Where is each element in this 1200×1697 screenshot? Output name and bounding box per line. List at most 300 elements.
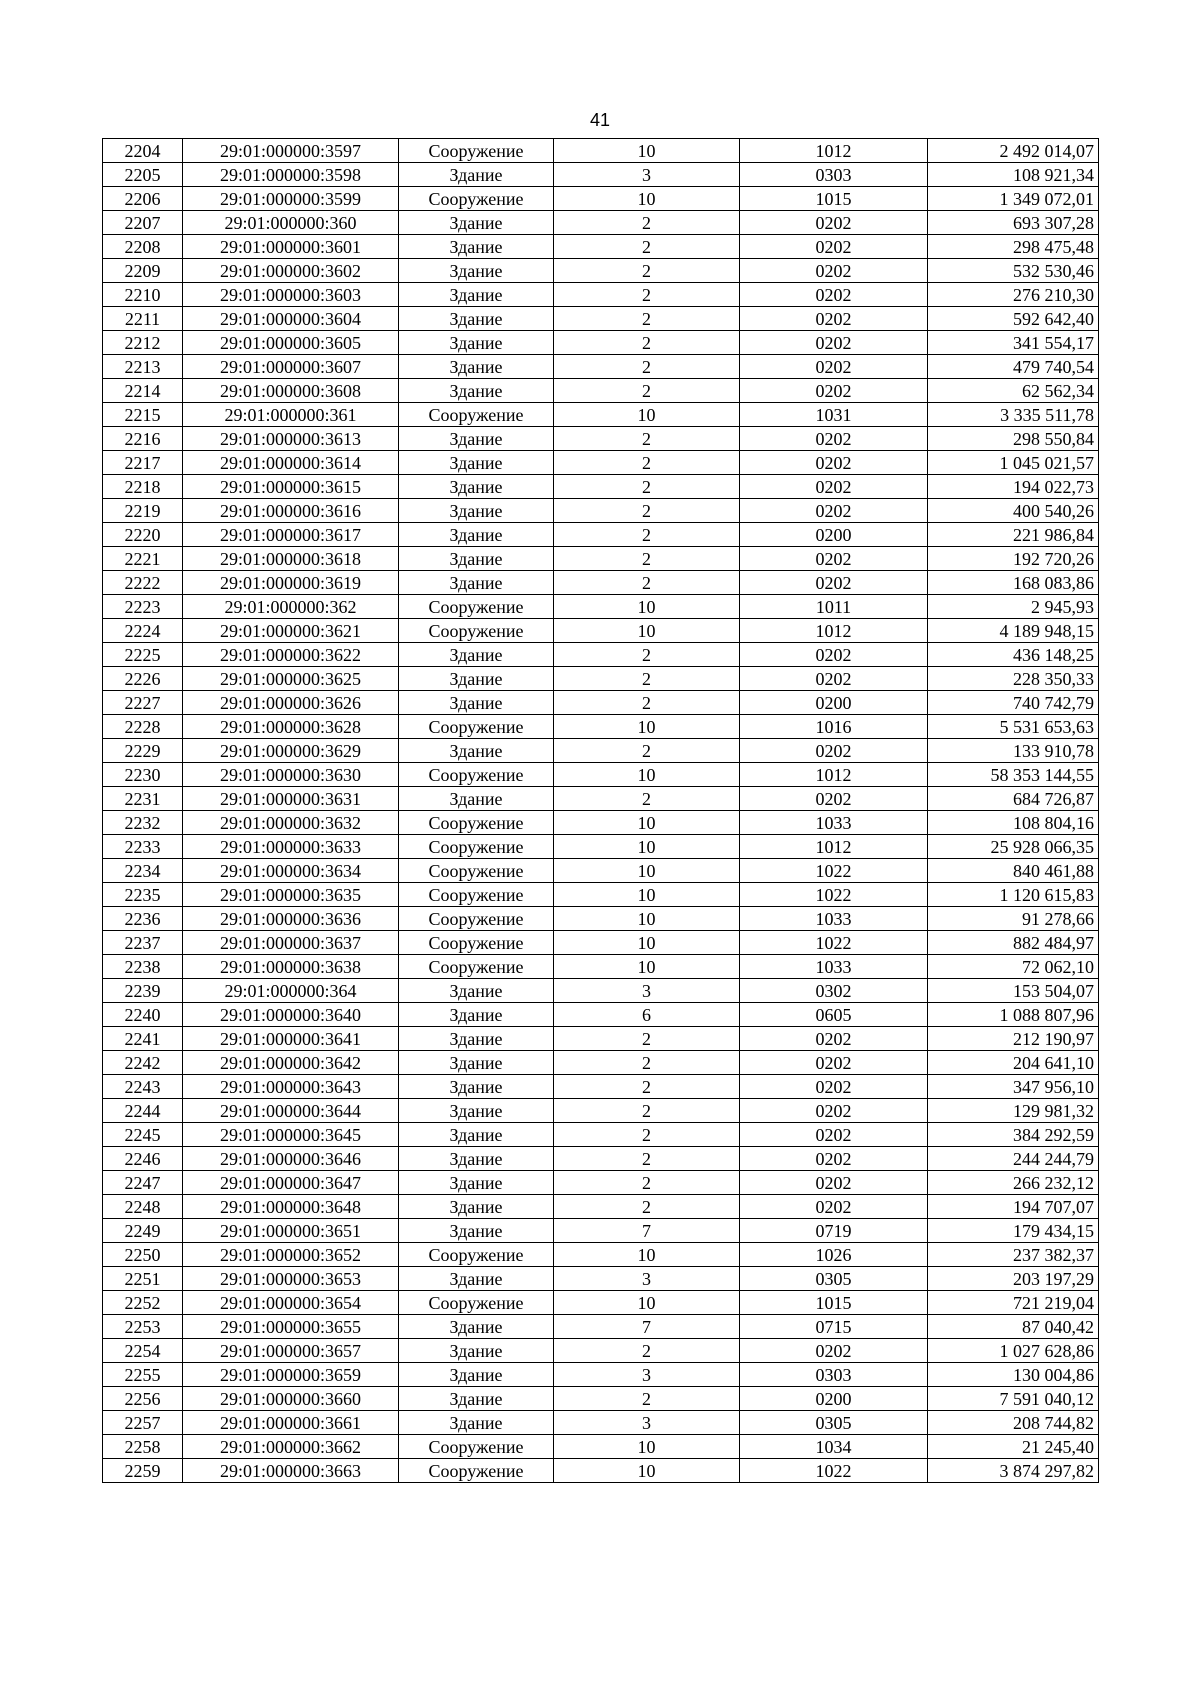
row-number-cell: 2243 (103, 1075, 183, 1099)
group-cell: 10 (554, 187, 740, 211)
object-type-cell: Сооружение (399, 187, 554, 211)
row-number-cell: 2239 (103, 979, 183, 1003)
object-type-cell: Сооружение (399, 1243, 554, 1267)
object-type-cell: Здание (399, 1315, 554, 1339)
group-cell: 10 (554, 139, 740, 163)
code-cell: 0200 (740, 691, 928, 715)
code-cell: 0202 (740, 355, 928, 379)
object-type-cell: Здание (399, 331, 554, 355)
object-type-cell: Здание (399, 1363, 554, 1387)
table-row (103, 691, 1099, 715)
object-type-cell: Здание (399, 547, 554, 571)
table-row (103, 835, 1099, 859)
table-row (103, 355, 1099, 379)
code-cell: 1022 (740, 931, 928, 955)
row-number-cell: 2225 (103, 643, 183, 667)
value-cell: 153 504,07 (928, 979, 1099, 1003)
table-row (103, 1387, 1099, 1411)
code-cell: 1033 (740, 955, 928, 979)
table-row (103, 1123, 1099, 1147)
code-cell: 1034 (740, 1435, 928, 1459)
group-cell: 2 (554, 259, 740, 283)
object-type-cell: Сооружение (399, 619, 554, 643)
row-number-cell: 2211 (103, 307, 183, 331)
row-number-cell: 2209 (103, 259, 183, 283)
object-type-cell: Здание (399, 1195, 554, 1219)
cadastral-number-cell: 29:01:000000:3637 (183, 931, 399, 955)
code-cell: 0303 (740, 1363, 928, 1387)
code-cell: 1022 (740, 883, 928, 907)
object-type-cell: Сооружение (399, 715, 554, 739)
row-number-cell: 2258 (103, 1435, 183, 1459)
row-number-cell: 2230 (103, 763, 183, 787)
code-cell: 0302 (740, 979, 928, 1003)
cadastral-number-cell: 29:01:000000:364 (183, 979, 399, 1003)
cadastral-number-cell: 29:01:000000:3647 (183, 1171, 399, 1195)
object-type-cell: Здание (399, 1387, 554, 1411)
cadastral-number-cell: 29:01:000000:3663 (183, 1459, 399, 1483)
table-row (103, 451, 1099, 475)
group-cell: 2 (554, 331, 740, 355)
cadastral-number-cell: 29:01:000000:3657 (183, 1339, 399, 1363)
code-cell: 0202 (740, 451, 928, 475)
cadastral-number-cell: 29:01:000000:3630 (183, 763, 399, 787)
value-cell: 341 554,17 (928, 331, 1099, 355)
row-number-cell: 2221 (103, 547, 183, 571)
object-type-cell: Сооружение (399, 595, 554, 619)
row-number-cell: 2232 (103, 811, 183, 835)
code-cell: 0202 (740, 1027, 928, 1051)
cadastral-number-cell: 29:01:000000:3608 (183, 379, 399, 403)
table-row (103, 499, 1099, 523)
group-cell: 2 (554, 499, 740, 523)
row-number-cell: 2252 (103, 1291, 183, 1315)
object-type-cell: Здание (399, 499, 554, 523)
value-cell: 1 045 021,57 (928, 451, 1099, 475)
group-cell: 2 (554, 691, 740, 715)
group-cell: 2 (554, 211, 740, 235)
group-cell: 2 (554, 1051, 740, 1075)
value-cell: 204 641,10 (928, 1051, 1099, 1075)
cadastral-number-cell: 29:01:000000:3618 (183, 547, 399, 571)
value-cell: 221 986,84 (928, 523, 1099, 547)
value-cell: 693 307,28 (928, 211, 1099, 235)
row-number-cell: 2215 (103, 403, 183, 427)
table-row (103, 1363, 1099, 1387)
row-number-cell: 2212 (103, 331, 183, 355)
code-cell: 0202 (740, 283, 928, 307)
row-number-cell: 2238 (103, 955, 183, 979)
value-cell: 740 742,79 (928, 691, 1099, 715)
value-cell: 87 040,42 (928, 1315, 1099, 1339)
object-type-cell: Здание (399, 1411, 554, 1435)
object-type-cell: Здание (399, 1171, 554, 1195)
value-cell: 266 232,12 (928, 1171, 1099, 1195)
table-row (103, 403, 1099, 427)
code-cell: 0202 (740, 1171, 928, 1195)
cadastral-number-cell: 29:01:000000:3614 (183, 451, 399, 475)
group-cell: 2 (554, 451, 740, 475)
group-cell: 3 (554, 1411, 740, 1435)
group-cell: 2 (554, 523, 740, 547)
object-type-cell: Здание (399, 1051, 554, 1075)
group-cell: 10 (554, 1435, 740, 1459)
cadastral-number-cell: 29:01:000000:3615 (183, 475, 399, 499)
value-cell: 91 278,66 (928, 907, 1099, 931)
code-cell: 0202 (740, 331, 928, 355)
object-type-cell: Здание (399, 691, 554, 715)
group-cell: 10 (554, 835, 740, 859)
value-cell: 721 219,04 (928, 1291, 1099, 1315)
cadastral-number-cell: 29:01:000000:3662 (183, 1435, 399, 1459)
cadastral-number-cell: 29:01:000000:3652 (183, 1243, 399, 1267)
code-cell: 1022 (740, 1459, 928, 1483)
group-cell: 2 (554, 307, 740, 331)
table-row (103, 1099, 1099, 1123)
row-number-cell: 2244 (103, 1099, 183, 1123)
value-cell: 58 353 144,55 (928, 763, 1099, 787)
code-cell: 1012 (740, 763, 928, 787)
table-row (103, 427, 1099, 451)
object-type-cell: Сооружение (399, 955, 554, 979)
row-number-cell: 2259 (103, 1459, 183, 1483)
value-cell: 436 148,25 (928, 643, 1099, 667)
group-cell: 2 (554, 355, 740, 379)
row-number-cell: 2253 (103, 1315, 183, 1339)
code-cell: 0202 (740, 475, 928, 499)
cadastral-number-cell: 29:01:000000:3598 (183, 163, 399, 187)
code-cell: 1015 (740, 1291, 928, 1315)
table-row (103, 379, 1099, 403)
group-cell: 2 (554, 1171, 740, 1195)
row-number-cell: 2248 (103, 1195, 183, 1219)
code-cell: 0202 (740, 307, 928, 331)
object-type-cell: Сооружение (399, 931, 554, 955)
value-cell: 108 804,16 (928, 811, 1099, 835)
row-number-cell: 2250 (103, 1243, 183, 1267)
object-type-cell: Здание (399, 1339, 554, 1363)
table-row (103, 1243, 1099, 1267)
object-type-cell: Сооружение (399, 1291, 554, 1315)
group-cell: 10 (554, 883, 740, 907)
value-cell: 3 335 511,78 (928, 403, 1099, 427)
value-cell: 203 197,29 (928, 1267, 1099, 1291)
cadastral-number-cell: 29:01:000000:3616 (183, 499, 399, 523)
cadastral-number-cell: 29:01:000000:3605 (183, 331, 399, 355)
value-cell: 479 740,54 (928, 355, 1099, 379)
value-cell: 384 292,59 (928, 1123, 1099, 1147)
group-cell: 10 (554, 931, 740, 955)
code-cell: 1022 (740, 859, 928, 883)
object-type-cell: Здание (399, 1147, 554, 1171)
row-number-cell: 2226 (103, 667, 183, 691)
row-number-cell: 2204 (103, 139, 183, 163)
table-row (103, 1219, 1099, 1243)
code-cell: 0305 (740, 1267, 928, 1291)
object-type-cell: Здание (399, 283, 554, 307)
group-cell: 2 (554, 235, 740, 259)
value-cell: 2 492 014,07 (928, 139, 1099, 163)
row-number-cell: 2217 (103, 451, 183, 475)
value-cell: 1 120 615,83 (928, 883, 1099, 907)
row-number-cell: 2245 (103, 1123, 183, 1147)
code-cell: 0303 (740, 163, 928, 187)
value-cell: 7 591 040,12 (928, 1387, 1099, 1411)
table-row (103, 1051, 1099, 1075)
value-cell: 130 004,86 (928, 1363, 1099, 1387)
code-cell: 1012 (740, 139, 928, 163)
group-cell: 3 (554, 1267, 740, 1291)
row-number-cell: 2207 (103, 211, 183, 235)
group-cell: 2 (554, 1195, 740, 1219)
table-row (103, 283, 1099, 307)
group-cell: 2 (554, 1147, 740, 1171)
object-type-cell: Здание (399, 427, 554, 451)
value-cell: 21 245,40 (928, 1435, 1099, 1459)
table-row (103, 643, 1099, 667)
code-cell: 0202 (740, 1075, 928, 1099)
group-cell: 7 (554, 1219, 740, 1243)
code-cell: 0202 (740, 1147, 928, 1171)
cadastral-number-cell: 29:01:000000:3622 (183, 643, 399, 667)
object-type-cell: Сооружение (399, 763, 554, 787)
row-number-cell: 2228 (103, 715, 183, 739)
code-cell: 0202 (740, 1123, 928, 1147)
cadastral-number-cell: 29:01:000000:3651 (183, 1219, 399, 1243)
value-cell: 5 531 653,63 (928, 715, 1099, 739)
table-row (103, 955, 1099, 979)
object-type-cell: Здание (399, 979, 554, 1003)
group-cell: 10 (554, 763, 740, 787)
page-number: 41 (589, 110, 611, 130)
code-cell: 1016 (740, 715, 928, 739)
cadastral-number-cell: 29:01:000000:3619 (183, 571, 399, 595)
value-cell: 1 349 072,01 (928, 187, 1099, 211)
row-number-cell: 2216 (103, 427, 183, 451)
group-cell: 10 (554, 403, 740, 427)
value-cell: 347 956,10 (928, 1075, 1099, 1099)
table-row (103, 907, 1099, 931)
row-number-cell: 2229 (103, 739, 183, 763)
cadastral-number-cell: 29:01:000000:3628 (183, 715, 399, 739)
row-number-cell: 2219 (103, 499, 183, 523)
group-cell: 10 (554, 715, 740, 739)
cadastral-number-cell: 29:01:000000:3635 (183, 883, 399, 907)
cadastral-number-cell: 29:01:000000:3597 (183, 139, 399, 163)
code-cell: 0202 (740, 211, 928, 235)
cadastral-number-cell: 29:01:000000:3629 (183, 739, 399, 763)
value-cell: 72 062,10 (928, 955, 1099, 979)
row-number-cell: 2206 (103, 187, 183, 211)
table-row (103, 811, 1099, 835)
cadastral-number-cell: 29:01:000000:3640 (183, 1003, 399, 1027)
code-cell: 0202 (740, 739, 928, 763)
value-cell: 194 022,73 (928, 475, 1099, 499)
value-cell: 237 382,37 (928, 1243, 1099, 1267)
object-type-cell: Здание (399, 1267, 554, 1291)
cadastral-number-cell: 29:01:000000:361 (183, 403, 399, 427)
cadastral-number-cell: 29:01:000000:3654 (183, 1291, 399, 1315)
row-number-cell: 2241 (103, 1027, 183, 1051)
table-row (103, 571, 1099, 595)
table-row (103, 235, 1099, 259)
row-number-cell: 2235 (103, 883, 183, 907)
code-cell: 1031 (740, 403, 928, 427)
code-cell: 0200 (740, 1387, 928, 1411)
row-number-cell: 2234 (103, 859, 183, 883)
cadastral-number-cell: 29:01:000000:360 (183, 211, 399, 235)
value-cell: 1 088 807,96 (928, 1003, 1099, 1027)
row-number-cell: 2251 (103, 1267, 183, 1291)
code-cell: 0202 (740, 787, 928, 811)
value-cell: 4 189 948,15 (928, 619, 1099, 643)
code-cell: 0719 (740, 1219, 928, 1243)
object-type-cell: Здание (399, 355, 554, 379)
registry-table (102, 138, 1099, 1483)
code-cell: 1011 (740, 595, 928, 619)
value-cell: 840 461,88 (928, 859, 1099, 883)
cadastral-number-cell: 29:01:000000:3661 (183, 1411, 399, 1435)
table-row (103, 1459, 1099, 1483)
cadastral-number-cell: 29:01:000000:3644 (183, 1099, 399, 1123)
row-number-cell: 2224 (103, 619, 183, 643)
row-number-cell: 2256 (103, 1387, 183, 1411)
cadastral-number-cell: 29:01:000000:3646 (183, 1147, 399, 1171)
cadastral-number-cell: 29:01:000000:3638 (183, 955, 399, 979)
group-cell: 10 (554, 619, 740, 643)
group-cell: 2 (554, 1123, 740, 1147)
table-row (103, 715, 1099, 739)
table-row (103, 619, 1099, 643)
table-row (103, 1339, 1099, 1363)
code-cell: 0202 (740, 379, 928, 403)
cadastral-number-cell: 29:01:000000:3602 (183, 259, 399, 283)
table-row (103, 883, 1099, 907)
group-cell: 2 (554, 1387, 740, 1411)
value-cell: 400 540,26 (928, 499, 1099, 523)
cadastral-number-cell: 29:01:000000:3636 (183, 907, 399, 931)
cadastral-number-cell: 29:01:000000:3626 (183, 691, 399, 715)
cadastral-number-cell: 29:01:000000:3631 (183, 787, 399, 811)
group-cell: 10 (554, 859, 740, 883)
object-type-cell: Здание (399, 739, 554, 763)
row-number-cell: 2213 (103, 355, 183, 379)
row-number-cell: 2249 (103, 1219, 183, 1243)
table-row (103, 1075, 1099, 1099)
table-row (103, 211, 1099, 235)
cadastral-number-cell: 29:01:000000:3632 (183, 811, 399, 835)
row-number-cell: 2218 (103, 475, 183, 499)
row-number-cell: 2223 (103, 595, 183, 619)
value-cell: 133 910,78 (928, 739, 1099, 763)
group-cell: 3 (554, 979, 740, 1003)
cadastral-number-cell: 29:01:000000:3613 (183, 427, 399, 451)
group-cell: 2 (554, 1339, 740, 1363)
row-number-cell: 2214 (103, 379, 183, 403)
value-cell: 276 210,30 (928, 283, 1099, 307)
cadastral-number-cell: 29:01:000000:3653 (183, 1267, 399, 1291)
table-row (103, 979, 1099, 1003)
value-cell: 179 434,15 (928, 1219, 1099, 1243)
table-row (103, 1435, 1099, 1459)
group-cell: 2 (554, 1027, 740, 1051)
value-cell: 194 707,07 (928, 1195, 1099, 1219)
object-type-cell: Здание (399, 307, 554, 331)
table-row (103, 1003, 1099, 1027)
cadastral-number-cell: 29:01:000000:3634 (183, 859, 399, 883)
table-row (103, 1171, 1099, 1195)
cadastral-number-cell: 29:01:000000:3648 (183, 1195, 399, 1219)
value-cell: 298 550,84 (928, 427, 1099, 451)
group-cell: 10 (554, 1243, 740, 1267)
object-type-cell: Здание (399, 211, 554, 235)
table-row (103, 931, 1099, 955)
code-cell: 0305 (740, 1411, 928, 1435)
table-row (103, 763, 1099, 787)
object-type-cell: Сооружение (399, 883, 554, 907)
object-type-cell: Сооружение (399, 403, 554, 427)
code-cell: 0202 (740, 427, 928, 451)
cadastral-number-cell: 29:01:000000:3621 (183, 619, 399, 643)
table-row (103, 475, 1099, 499)
group-cell: 2 (554, 667, 740, 691)
code-cell: 1033 (740, 811, 928, 835)
group-cell: 7 (554, 1315, 740, 1339)
group-cell: 2 (554, 427, 740, 451)
table-row (103, 139, 1099, 163)
group-cell: 10 (554, 1291, 740, 1315)
value-cell: 244 244,79 (928, 1147, 1099, 1171)
table-row (103, 595, 1099, 619)
group-cell: 2 (554, 571, 740, 595)
value-cell: 168 083,86 (928, 571, 1099, 595)
object-type-cell: Сооружение (399, 1459, 554, 1483)
cadastral-number-cell: 29:01:000000:3603 (183, 283, 399, 307)
table-row (103, 331, 1099, 355)
object-type-cell: Здание (399, 475, 554, 499)
cadastral-number-cell: 29:01:000000:3601 (183, 235, 399, 259)
value-cell: 298 475,48 (928, 235, 1099, 259)
object-type-cell: Здание (399, 379, 554, 403)
table-row (103, 1411, 1099, 1435)
cadastral-number-cell: 29:01:000000:3617 (183, 523, 399, 547)
row-number-cell: 2205 (103, 163, 183, 187)
cadastral-number-cell: 29:01:000000:362 (183, 595, 399, 619)
object-type-cell: Здание (399, 1219, 554, 1243)
cadastral-number-cell: 29:01:000000:3599 (183, 187, 399, 211)
code-cell: 1012 (740, 619, 928, 643)
object-type-cell: Здание (399, 571, 554, 595)
table-row (103, 787, 1099, 811)
object-type-cell: Здание (399, 787, 554, 811)
cadastral-number-cell: 29:01:000000:3625 (183, 667, 399, 691)
object-type-cell: Здание (399, 1027, 554, 1051)
row-number-cell: 2233 (103, 835, 183, 859)
cadastral-number-cell: 29:01:000000:3660 (183, 1387, 399, 1411)
group-cell: 2 (554, 1099, 740, 1123)
value-cell: 212 190,97 (928, 1027, 1099, 1051)
cadastral-number-cell: 29:01:000000:3643 (183, 1075, 399, 1099)
code-cell: 0202 (740, 1195, 928, 1219)
object-type-cell: Здание (399, 1123, 554, 1147)
row-number-cell: 2231 (103, 787, 183, 811)
object-type-cell: Здание (399, 667, 554, 691)
code-cell: 0200 (740, 523, 928, 547)
cadastral-number-cell: 29:01:000000:3607 (183, 355, 399, 379)
value-cell: 62 562,34 (928, 379, 1099, 403)
code-cell: 0202 (740, 499, 928, 523)
object-type-cell: Сооружение (399, 139, 554, 163)
